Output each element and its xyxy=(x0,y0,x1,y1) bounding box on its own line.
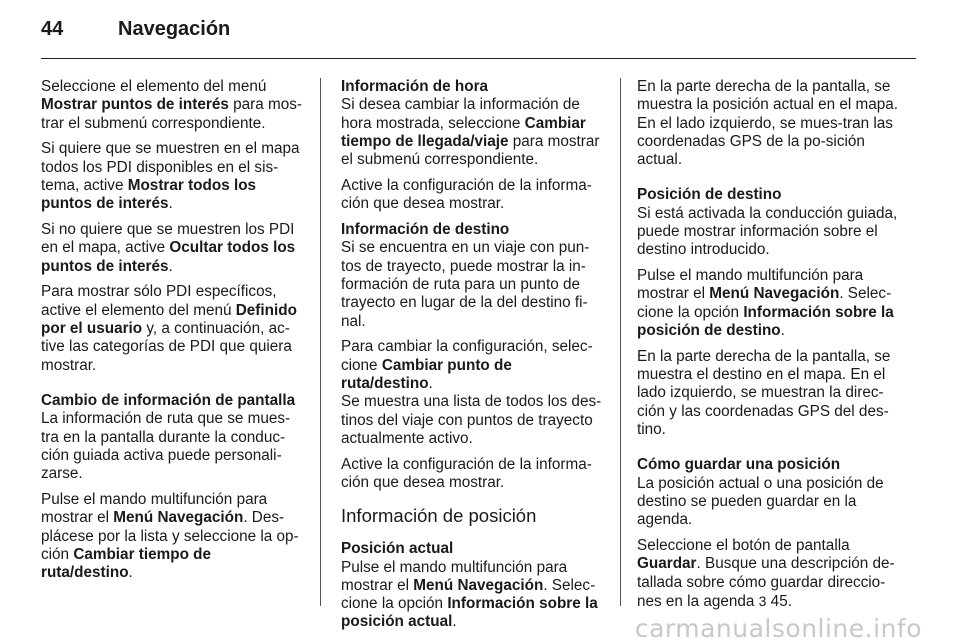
paragraph: La información de ruta que se mues-tra en la pantalla durante la conduc-ción guiada activa puede personali-zarse. xyxy=(41,410,291,483)
paragraph: Active la configuración de la informa-ción que desea mostrar. xyxy=(341,176,592,213)
paragraph: Pulse el mando multifunción para mostrar el Menú Navegación. Selec-cione la opción Información sobre la posición de destino. xyxy=(637,267,894,340)
menu-item-ref: Menú Navegación xyxy=(709,285,840,303)
menu-item-ref: Definido por el usuario xyxy=(41,301,297,338)
menu-item-ref: Cambiar tiempo de ruta/destino xyxy=(41,545,212,582)
menu-item-ref: Ocultar todos los puntos de interés xyxy=(41,239,296,275)
column-divider xyxy=(320,78,321,606)
subheading: Cómo guardar una posición xyxy=(637,456,841,474)
paragraph: En la parte derecha de la pantalla, se muestra el destino en el mapa. En el lado izquierdo, se muestran la direc-ción y las coordenadas GPS del des-tino. xyxy=(637,347,891,439)
paragraph: La posición actual o una posición de destino se pueden guardar en la agenda. xyxy=(637,474,884,529)
paragraph: Si desea cambiar la información de hora mostrada, seleccione Cambiar tiempo de llegada/viaje para mostrar el submenú correspondiente. xyxy=(341,96,600,169)
subheading: Posición actual xyxy=(341,540,454,558)
menu-item-ref: Mostrar todos los puntos de interés xyxy=(41,176,257,213)
paragraph: Si se encuentra en un viaje con pun-tos de trayecto, puede mostrar la in-formación de ruta para un punto de trayecto en lugar de la del destino fi-nal. xyxy=(341,239,590,330)
paragraph: Para mostrar sólo PDI específicos, active el elemento del menú Definido por el usuario y, a continuación, ac-tive las categorías de PDI que quiera mostrar. xyxy=(41,283,297,374)
paragraph: Si está activada la conducción guiada, puede mostrar información sobre el destino introducido. xyxy=(637,204,898,259)
subheading: Posición de destino xyxy=(637,186,782,204)
column-2 xyxy=(341,78,603,639)
page-title: Navegación xyxy=(118,18,231,40)
paragraph: Seleccione el botón de pantalla Guardar. Busque una descripción de-tallada sobre cómo guardar direccio-nes en la agenda 3 45. xyxy=(637,537,895,610)
paragraph: Seleccione el elemento del menú Mostrar puntos de interés para mos-trar el submenú correspondiente. xyxy=(41,78,302,132)
menu-item-ref: Menú Navegación xyxy=(413,576,544,594)
paragraph: Para cambiar la configuración, selec-cione Cambiar punto de ruta/destino. xyxy=(341,338,593,392)
menu-item-ref: Cambiar punto de ruta/destino xyxy=(341,356,512,392)
menu-item-ref: Menú Navegación xyxy=(113,509,244,527)
paragraph: En la parte derecha de la pantalla, se muestra la posición actual en el mapa. En el lado izquierdo, se mues-tran las coordenadas GPS de la po-sición actual. xyxy=(637,78,899,169)
page-number: 44 xyxy=(41,18,64,40)
paragraph: Si no quiere que se muestren los PDI en el mapa, active Ocultar todos los puntos de interés. xyxy=(41,221,296,275)
menu-item-ref: Información sobre la posición actual xyxy=(341,595,598,631)
menu-item-ref: Mostrar puntos de interés xyxy=(41,96,229,114)
paragraph: Se muestra una lista de todos los des-tinos del viaje con puntos de trayecto actualmente activo. xyxy=(341,393,602,447)
menu-item-ref: Cambiar tiempo de llegada/viaje xyxy=(341,114,586,150)
subheading: Cambio de información de pantalla xyxy=(41,391,296,409)
paragraph: Pulse el mando multifunción para mostrar el Menú Navegación. Selec-cione la opción Información sobre la posición actual. xyxy=(341,558,598,631)
header-rule xyxy=(41,58,916,59)
section-heading: Información de posición xyxy=(341,505,537,527)
paragraph: Active la configuración de la informa-ción que desea mostrar. xyxy=(341,455,592,491)
watermark: carmanualsonline.info xyxy=(634,614,922,643)
paragraph: Si quiere que se muestren en el mapa todos los PDI disponibles en el sis-tema, active Mostrar todos los puntos de interés. xyxy=(41,140,300,213)
page-header xyxy=(41,18,230,41)
subheading: Información de hora xyxy=(341,78,489,95)
column-1 xyxy=(41,78,305,590)
subheading: Información de destino xyxy=(341,221,510,239)
page-reference-arrow-icon: 3 xyxy=(758,592,767,609)
paragraph: Pulse el mando multifunción para mostrar el Menú Navegación. Des-plácese por la lista y seleccione la op-ción Cambiar tiempo de ruta/destino. xyxy=(41,490,299,582)
column-divider xyxy=(620,78,621,606)
menu-item-ref: Información sobre la posición de destino xyxy=(637,303,894,340)
page-reference-link[interactable]: 45. xyxy=(766,592,792,610)
column-3 xyxy=(637,78,903,619)
menu-item-ref: Guardar xyxy=(637,555,697,573)
